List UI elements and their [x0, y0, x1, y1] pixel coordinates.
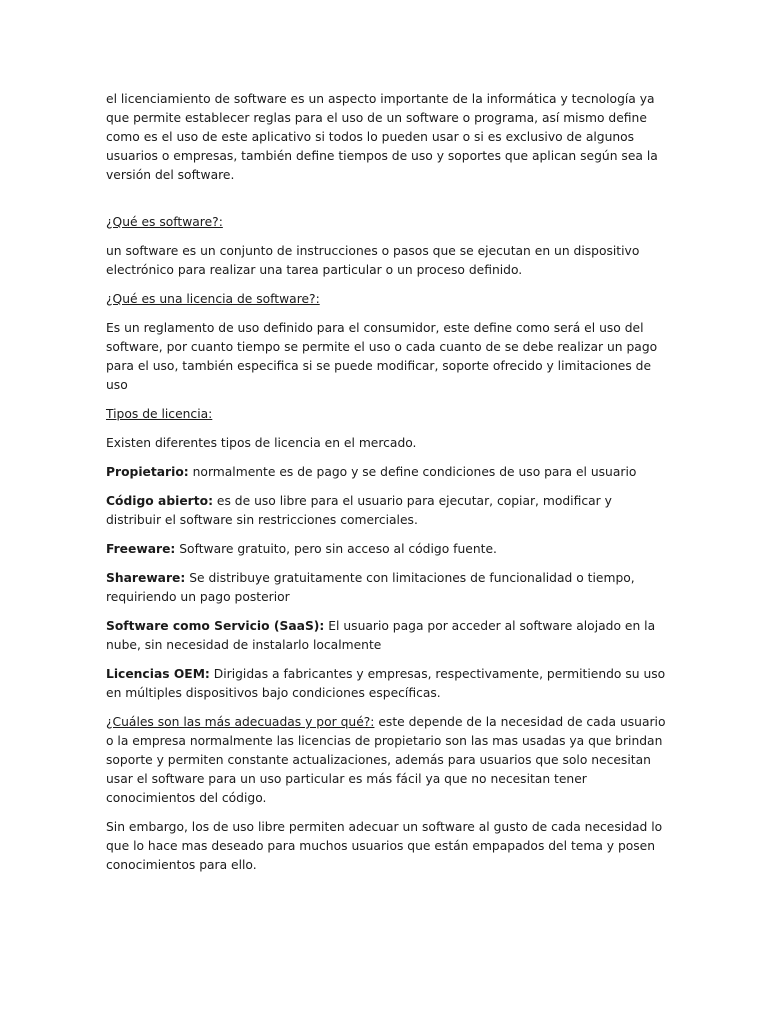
license-item-saas [106, 617, 666, 655]
license-desc: Software gratuito, pero sin acceso al código fuente. [175, 542, 497, 556]
license-term: Freeware: [106, 542, 176, 556]
license-item-freeware [106, 540, 666, 559]
closing-paragraph: Sin embargo, los de uso libre permiten adecuar un software al gusto de cada necesidad lo que lo hace mas deseado para muchos usuarios que están empapados del tema y posen conocimientos para ello. [106, 820, 663, 872]
section-body-adecuadas: este depende de la necesidad de cada usuario o la empresa normalmente las licencias de propietario son las mas usadas ya que brindan soporte y permiten constante actualizaciones, además para usuarios que solo necesitan usar el software para un uso particular es más fácil ya que no necesitan tener conocimientos del código. [106, 715, 666, 805]
license-item-oem [106, 665, 666, 703]
document-page [106, 90, 666, 885]
section-body-licencia: Es un reglamento de uso definido para el consumidor, este define como será el uso del software, por cuanto tiempo se permite el uso o cada cuanto de se debe realizar un pago para el uso, también especifica si se puede modificar, soporte ofrecido y limitaciones de uso [106, 321, 658, 392]
license-term: Propietario: [106, 465, 189, 479]
license-desc: normalmente es de pago y se define condiciones de uso para el usuario [188, 465, 637, 479]
section-heading-tipos: Tipos de licencia: [106, 407, 213, 421]
section-heading-adecuadas: ¿Cuáles son las más adecuadas y por qué?: [106, 715, 375, 729]
license-item-codigo-abierto [106, 492, 666, 530]
license-term: Shareware: [106, 571, 186, 585]
license-term: Licencias OEM: [106, 667, 210, 681]
section-heading-software: ¿Qué es software?: [106, 215, 223, 229]
license-item-propietario [106, 463, 666, 482]
license-desc: El usuario paga por acceder al software alojado en la nube, sin necesidad de instalarlo localmente [106, 619, 656, 652]
license-desc: Se distribuye gratuitamente con limitaciones de funcionalidad o tiempo, requiriendo un pago posterior [106, 571, 635, 604]
license-term: Código abierto: [106, 494, 213, 508]
license-desc: Dirigidas a fabricantes y empresas, respectivamente, permitiendo su uso en múltiples dispositivos bajo condiciones específicas. [106, 667, 666, 700]
intro-paragraph: el licenciamiento de software es un aspecto importante de la informática y tecnología ya que permite establecer reglas para el uso de un software o programa, así mismo define como es el uso de este aplicativo si todos lo pueden usar o si es exclusivo de algunos usuarios o empresas, también define tiempos de uso y soportes que aplican según sea la versión del software. [106, 92, 658, 182]
license-item-shareware [106, 569, 666, 607]
section-body-tipos: Existen diferentes tipos de licencia en el mercado. [106, 436, 417, 450]
license-term: Software como Servicio (SaaS): [106, 619, 325, 633]
license-desc: es de uso libre para el usuario para ejecutar, copiar, modificar y distribuir el software sin restricciones comerciales. [106, 494, 612, 527]
section-body-software: un software es un conjunto de instrucciones o pasos que se ejecutan en un dispositivo electrónico para realizar una tarea particular o un proceso definido. [106, 244, 640, 277]
section-adecuadas [106, 713, 666, 808]
section-heading-licencia: ¿Qué es una licencia de software?: [106, 292, 320, 306]
